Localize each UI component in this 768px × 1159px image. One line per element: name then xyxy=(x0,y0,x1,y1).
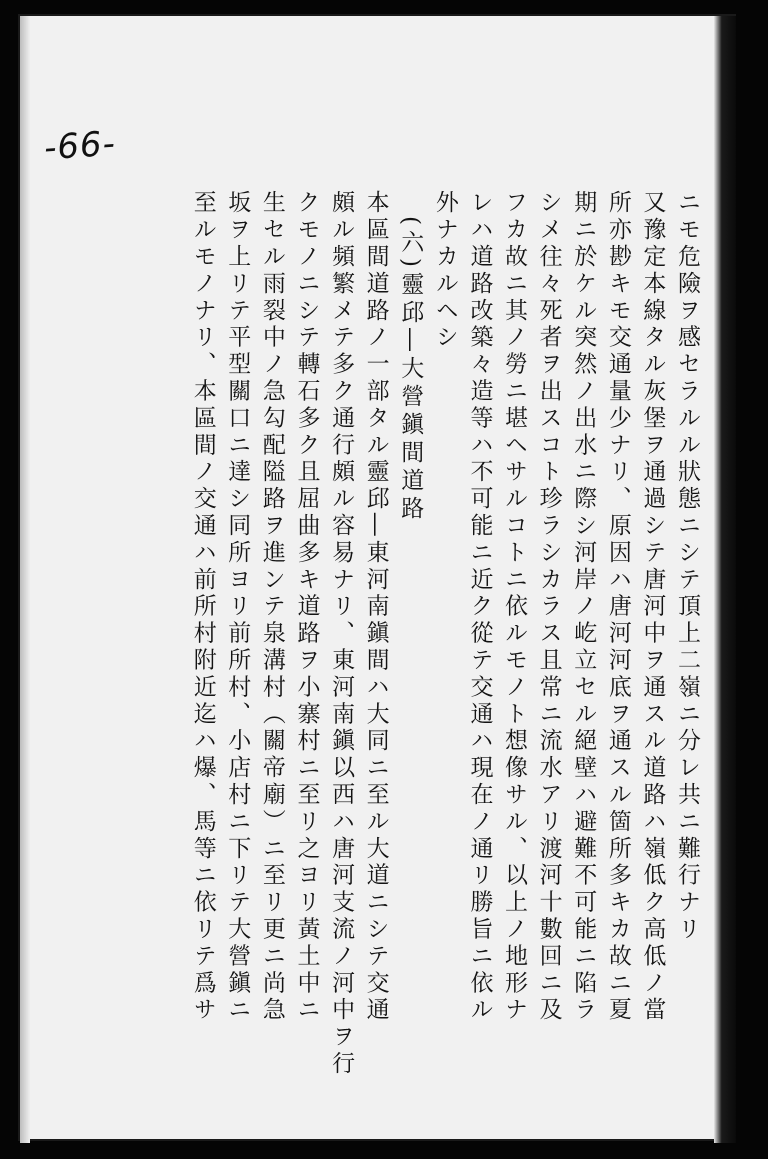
section-number: (六) xyxy=(397,216,424,272)
vertical-text-body xyxy=(94,190,704,1090)
text-column-2: 又豫定本線タル灰堡ヲ通過シテ唐河中ヲ通スル道路ハ嶺低ク高低ノ當 xyxy=(639,190,666,1024)
text-column-4: 期ニ於ケル突然ノ出水ニ際シ河岸ノ屹立セル絕壁ハ避難不可能ニ陷ラ xyxy=(570,190,597,1024)
page-shadow-left xyxy=(20,16,30,1143)
text-column-7: レハ道路改築々造等ハ不可能ニ近ク從テ交通ハ現在ノ通リ勝旨ニ依ル xyxy=(466,190,493,1024)
text-column-13: 生セル雨裂中ノ急勾配隘路ヲ進ンテ泉溝村（關帝廟）ニ至リ更ニ尚急 xyxy=(258,190,285,1024)
text-column-3: 所亦尠キモ交通量少ナリ、原因ハ唐河河底ヲ通スル箇所多キカ故ニ夏 xyxy=(604,190,631,1024)
text-column-8: 外ナカルヘシ xyxy=(431,190,458,352)
text-column-10: 本區間道路ノ一部タル靈邱―東河南鎭間ハ大同ニ至ル大道ニシテ交通 xyxy=(362,190,389,1024)
text-column-5: シメ往々死者ヲ出スコト珍ラシカラス且常ニ流水アリ渡河十數回ニ及 xyxy=(535,190,562,1024)
section-heading xyxy=(393,216,428,1090)
text-column-12: クモノニシテ轉石多ク且屈曲多キ道路ヲ小寨村ニ至リ之ヨリ黃土中ニ xyxy=(293,190,320,1024)
page-binding-right xyxy=(714,16,736,1143)
text-column-15: 至ルモノナリ、本區間ノ交通ハ前所村附近迄ハ爆、馬等ニ依リテ爲サ xyxy=(189,190,216,1024)
book-page xyxy=(18,14,736,1141)
section-title: 靈邱―大營鎭間道路 xyxy=(397,271,424,524)
text-column-14: 坂ヲ上リテ平型關口ニ達シ同所ヨリ前所村、小店村ニ下リテ大營鎭ニ xyxy=(224,190,251,1024)
text-column-11: 頗ル頻繁メテ多ク通行頗ル容易ナリ、東河南鎭以西ハ唐河支流ノ河中ヲ行 xyxy=(328,190,355,1078)
text-column-1: ニモ危險ヲ感セラルル狀態ニシテ頂上二嶺ニ分レ共ニ難行ナリ xyxy=(674,190,700,944)
text-column-6: フカ故ニ其ノ勞ニ堪ヘサルコトニ依ルモノト想像サル、以上ノ地形ナ xyxy=(501,190,528,1024)
page-number: -66- xyxy=(42,123,118,169)
